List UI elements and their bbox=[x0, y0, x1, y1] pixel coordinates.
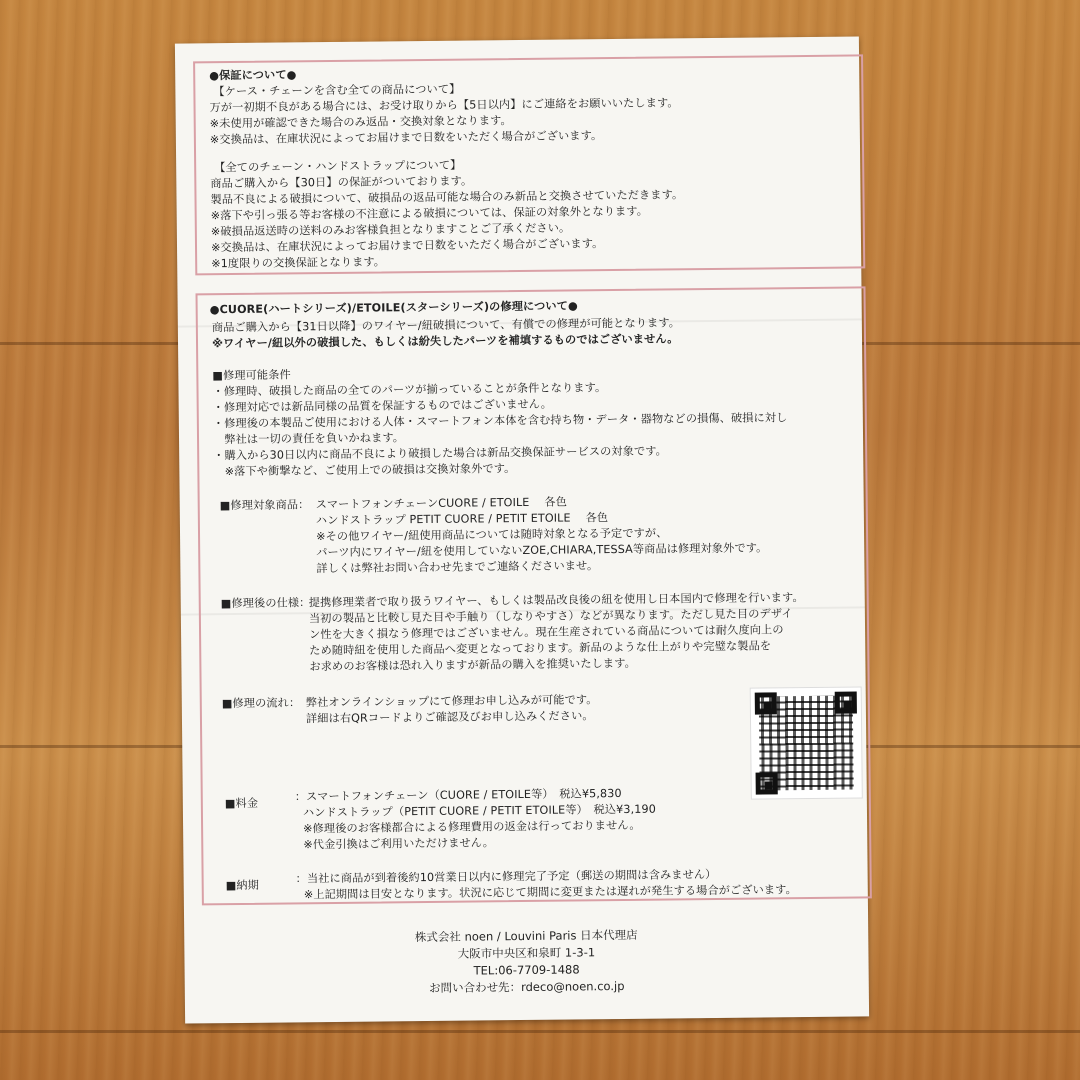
company-tel: TEL:06-7709-1488 bbox=[473, 962, 580, 978]
conditions-heading: ■修理可能条件 bbox=[212, 368, 291, 383]
flow-line: 詳細は右QRコードよりご確認及びお申し込みください。 bbox=[305, 709, 594, 726]
company-name: 株式会社 noen / Louvini Paris 日本代理店 bbox=[414, 927, 638, 945]
delivery-line: ※上記期間は目安となります。状況に応じて期間に変更または遅れが発生する場合がございます。 bbox=[303, 883, 797, 902]
flow-line: 弊社オンラインショップにて修理お申し込みが可能です。 bbox=[305, 693, 598, 710]
delivery-label: ■納期 bbox=[225, 878, 260, 893]
warranty-line: 万が一初期不良がある場合には、お受け取りから【5日以内】にご連絡をお願いいたします。 bbox=[209, 96, 679, 115]
spec-line: お求めのお客様は恐れ入りますが新品の購入を推奨いたします。 bbox=[309, 656, 636, 674]
warranty-title: ●保証について● bbox=[209, 68, 297, 83]
wood-seam bbox=[0, 1030, 1080, 1033]
company-address: 大阪市中央区和泉町 1-3-1 bbox=[457, 945, 596, 961]
contact-email: お問い合わせ先：rdeco@noen.co.jp bbox=[428, 978, 625, 995]
condition-line: 弊社は一切の責任を負いかねます。 bbox=[212, 431, 405, 447]
warranty-line: ※破損品返送時の送料のみお客様負担となりますことご了承ください。 bbox=[210, 221, 571, 239]
fee-label: ■料金 bbox=[224, 796, 259, 811]
target-line: 詳しくは弊社お問い合わせ先までご連絡くださいませ。 bbox=[316, 559, 599, 576]
spec-line: ン性を大きく損なう修理ではございません。現在生産されている商品については耐久度向上の bbox=[309, 623, 784, 642]
delivery-line: ：当社に商品が到着後約10営業日以内に修理完了予定（郵送の期間は含みません） bbox=[295, 867, 717, 886]
qr-code-icon[interactable] bbox=[750, 686, 863, 799]
condition-line: ・修理対応では新品同様の品質を保証するものではございません。 bbox=[212, 397, 553, 415]
condition-line: ・修理時、破損した商品の全てのパーツが揃っていることが条件となります。 bbox=[212, 381, 607, 399]
condition-line: ・購入から30日以内に商品不良により破損した場合は新品交換保証サービスの対象です。 bbox=[213, 444, 668, 463]
qr-finder bbox=[755, 692, 777, 714]
warranty-line: ※落下や引っ張る等お客様の不注意による破損については、保証の対象外となります。 bbox=[210, 204, 649, 223]
warranty-line: 製品不良による破損について、破損品の返品可能な場合のみ新品と交換させていただきます。 bbox=[210, 188, 684, 207]
target-line: パーツ内にワイヤー/紐を使用していないZOE,CHIARA,TESSA等商品は修理対象外です。 bbox=[316, 541, 768, 560]
warranty-line: ※未使用が確認できた場合のみ返品・交換対象となります。 bbox=[209, 114, 512, 131]
spec-line: ため随時紐を使用した商品へ変更となっております。新品のような仕上がりや完璧な製品を bbox=[309, 639, 772, 658]
repair-intro: 商品ご購入から【31日以降】のワイヤー/紐破損について、有償での修理が可能となります。 bbox=[211, 316, 681, 335]
qr-finder bbox=[835, 692, 857, 714]
fee-line: ※修理後のお客様都合による修理費用の返金は行っておりません。 bbox=[303, 818, 641, 836]
fee-line: ※代金引換はご利用いただけません。 bbox=[303, 836, 495, 852]
warranty-line: 商品ご購入から【30日】の保証がついております。 bbox=[210, 174, 473, 191]
flow-label: ■修理の流れ： bbox=[221, 696, 301, 711]
target-label: ■修理対象商品： bbox=[219, 498, 310, 513]
warranty-section bbox=[193, 54, 865, 275]
repair-section bbox=[196, 286, 872, 905]
target-line: スマートフォンチェーンCUORE / ETOILE 各色 bbox=[315, 495, 568, 512]
condition-line: ※落下や衝撃など、ご使用上での破損は交換対象外です。 bbox=[213, 462, 516, 479]
fee-line: ハンドストラップ（PETIT CUORE / PETIT ETOILE等） 税込¥3,190 bbox=[302, 802, 656, 820]
warranty-line: 【ケース・チェーンを含む全ての商品について】 bbox=[213, 82, 461, 99]
warranty-line: ※交換品は、在庫状況によってお届けまで日数をいただく場合がございます。 bbox=[210, 237, 604, 255]
notice-sheet bbox=[175, 36, 869, 1023]
repair-warning: ※ワイヤー/紐以外の破損した、もしくは紛失したパーツを補填するものではございません。 bbox=[211, 332, 679, 351]
spec-line: 提携修理業者で取り扱うワイヤー、もしくは製品改良後の紐を使用し日本国内で修理を行います。 bbox=[308, 591, 804, 610]
warranty-line: ※1度限りの交換保証となります。 bbox=[211, 255, 386, 271]
fee-line: ：スマートフォンチェーン（CUORE / ETOILE等） 税込¥5,830 bbox=[294, 786, 622, 804]
target-line: ※その他ワイヤー/紐使用商品については随時対象となる予定ですが、 bbox=[315, 526, 668, 544]
qr-finder bbox=[756, 772, 778, 794]
spec-line: 当初の製品と比較し見た目や手触り（しなりやすさ）などが異なります。ただし見た目のデザイ bbox=[308, 607, 793, 626]
spec-label: ■修理後の仕様： bbox=[220, 596, 311, 611]
target-line: ハンドストラップ PETIT CUORE / PETIT ETOILE 各色 bbox=[315, 511, 609, 528]
warranty-line: 【全てのチェーン・ハンドストラップについて】 bbox=[214, 158, 462, 175]
warranty-line: ※交換品は、在庫状況によってお届けまで日数をいただく場合がございます。 bbox=[209, 129, 603, 147]
repair-title: ●CUORE(ハートシリーズ)/ETOILE(スターシリーズ)の修理について● bbox=[209, 299, 578, 317]
condition-line: ・修理後の本製品ご使用における人体・スマートフォン本体を含む持ち物・データ・器物などの損傷、破損に対し bbox=[212, 411, 788, 431]
